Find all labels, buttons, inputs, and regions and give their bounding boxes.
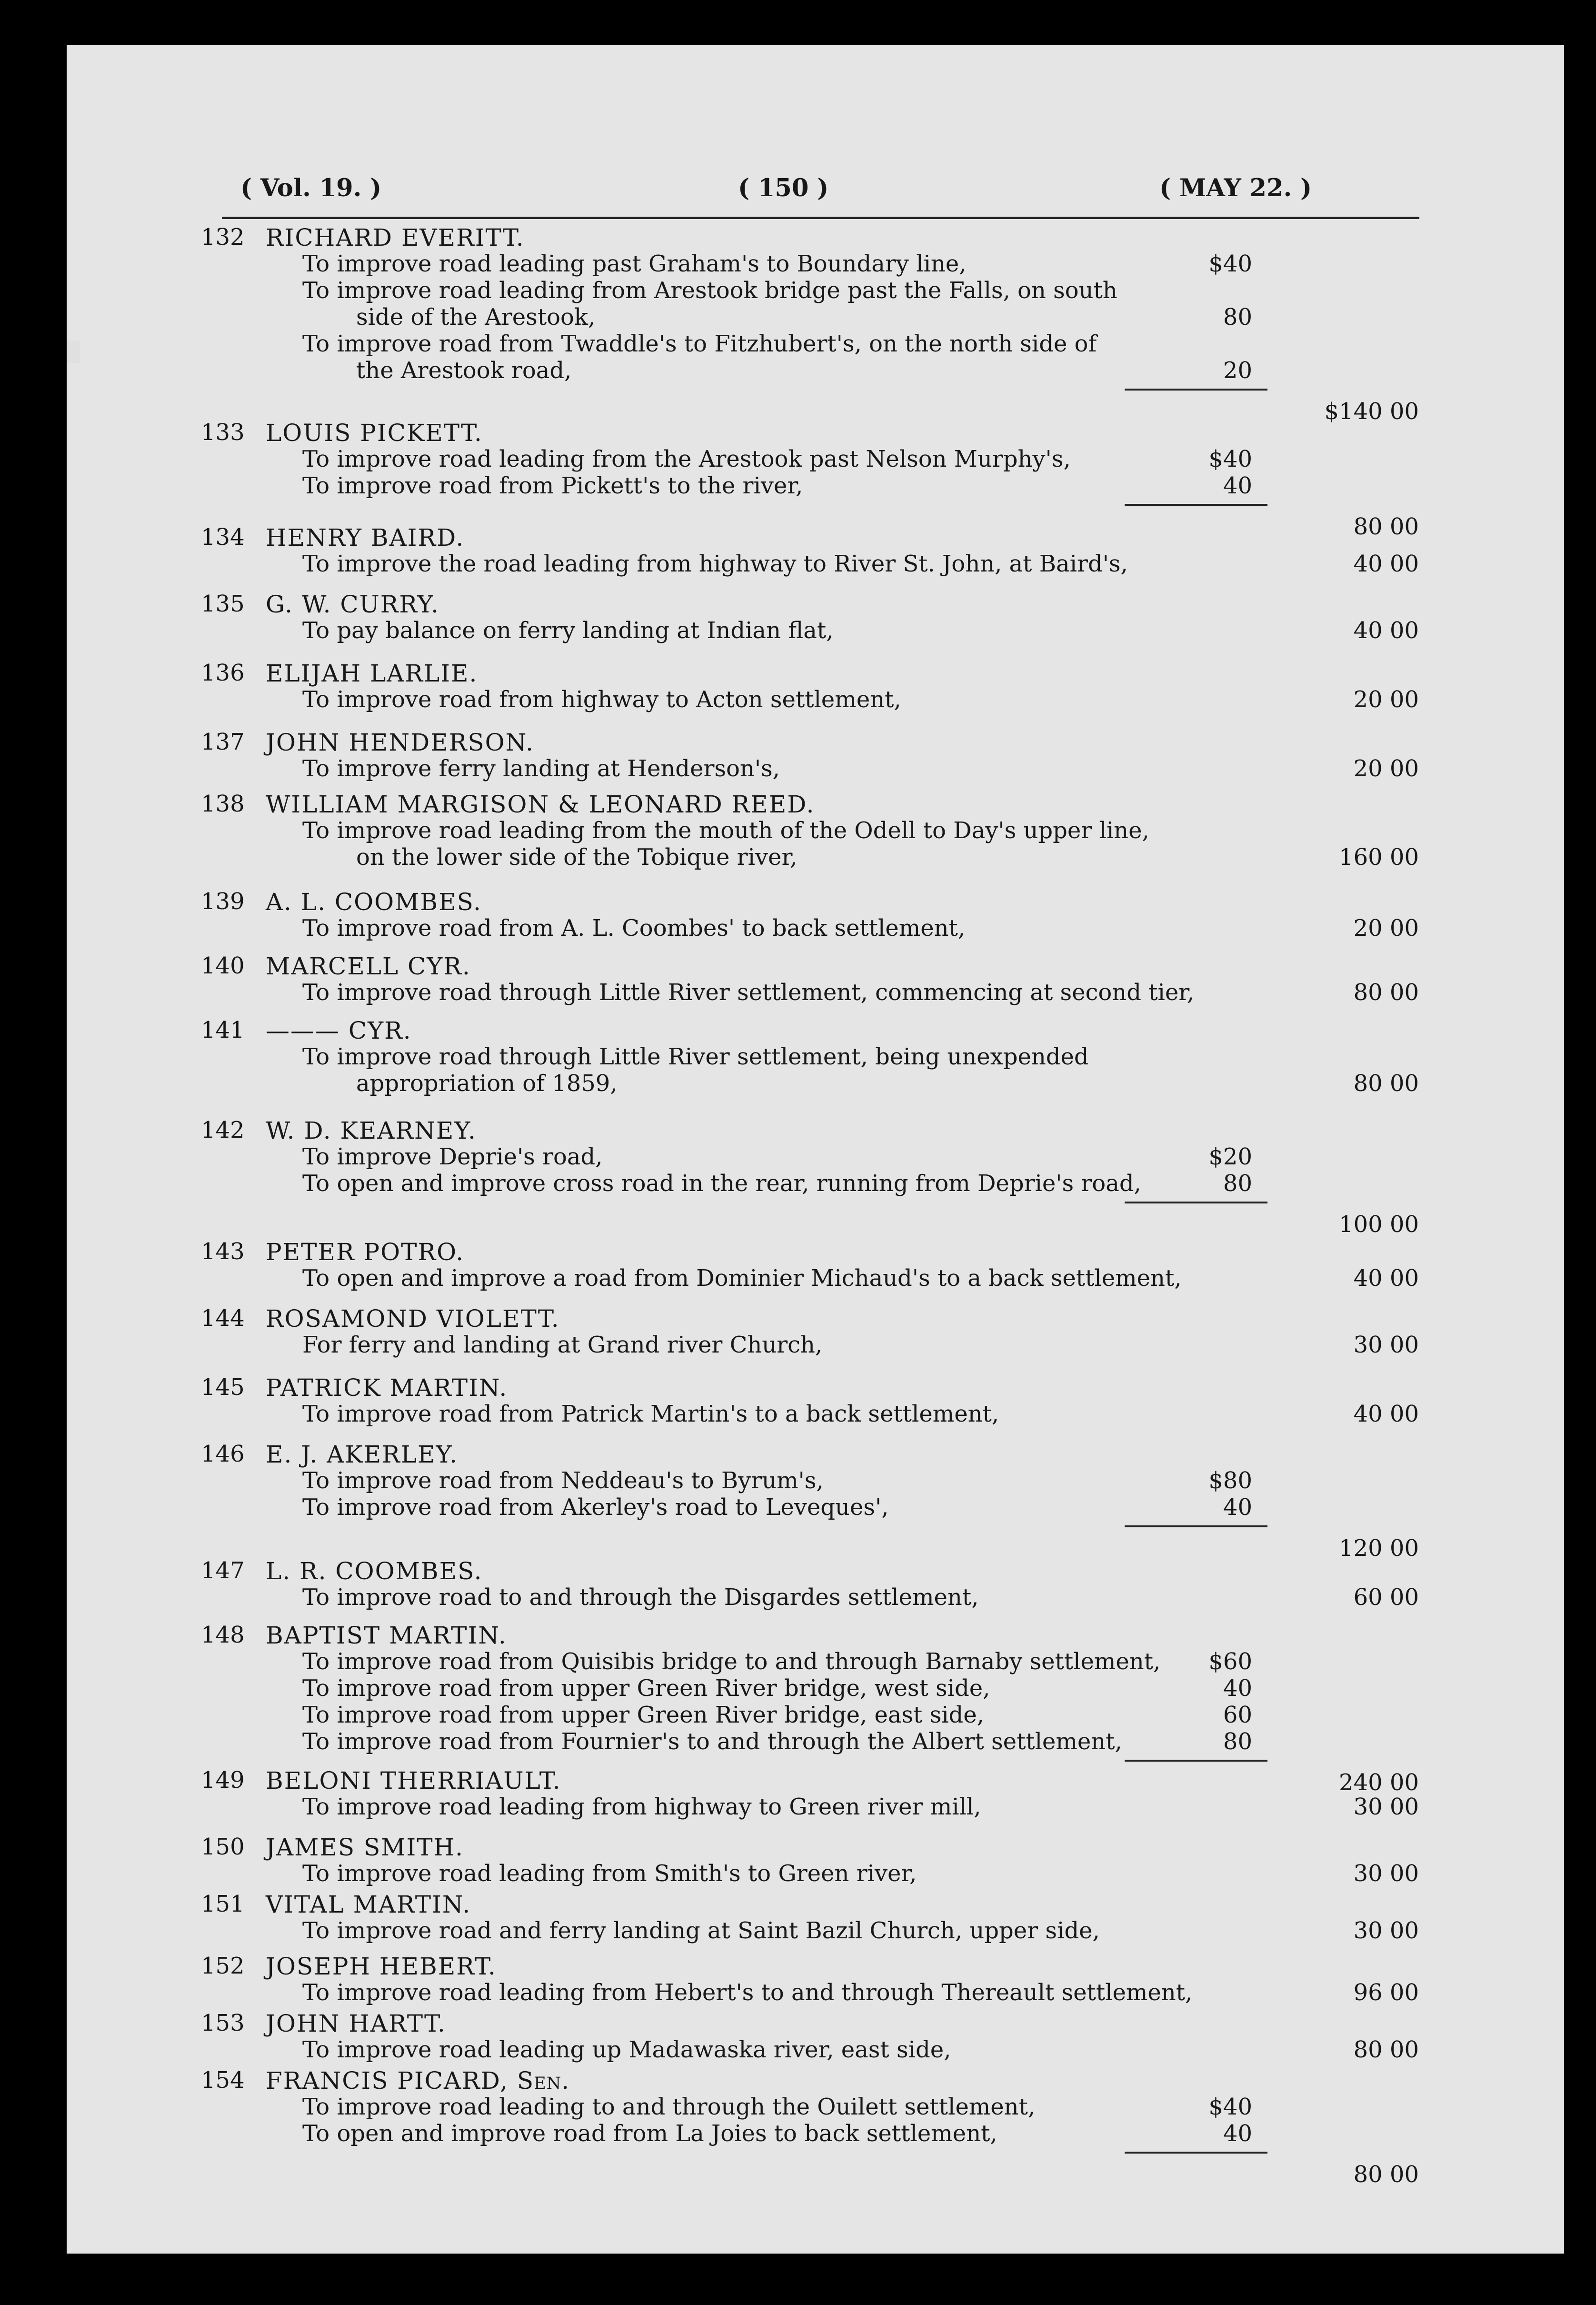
entry-header (67, 224, 1564, 251)
line-amount: $20 (1208, 1143, 1252, 1170)
page-header (67, 174, 1564, 212)
line-amount: 40 (1223, 1675, 1252, 1702)
ledger-entry (67, 1767, 1564, 1820)
entry-total: 30 00 (1353, 1917, 1419, 1944)
entry-header (67, 2010, 1564, 2036)
entry-header (67, 1834, 1564, 1860)
recipient-name: PETER POTRO. (266, 1238, 465, 1266)
line-description: To improve road to and through the Disgardes settlement, (302, 1584, 979, 1611)
line-description: To improve road from upper Green River bridge, west side, (302, 1675, 990, 1702)
appropriation-line (67, 331, 1564, 357)
line-description: To improve road leading past Graham's to Boundary line, (302, 251, 967, 277)
entry-number: 136 (201, 660, 245, 686)
entry-total: 80 00 (1353, 1070, 1419, 1097)
line-amount: 40 (1223, 2120, 1252, 2147)
line-amount: $80 (1208, 1467, 1252, 1494)
subtotal-rule (67, 1521, 1564, 1535)
line-amount: $40 (1208, 2094, 1252, 2120)
entry-number: 151 (201, 1891, 245, 1917)
line-description: To open and improve cross road in the rear, running from Deprie's road, (302, 1170, 1141, 1197)
entry-total: 96 00 (1353, 1979, 1419, 2006)
appropriation-line (67, 2094, 1564, 2120)
entry-number: 150 (201, 1834, 245, 1860)
line-description: To open and improve a road from Dominier Michaud's to a back settlement, (302, 1265, 1182, 1292)
ledger-entry (67, 1834, 1564, 1887)
entry-total: 40 00 (1353, 617, 1419, 644)
recipient-name: A. L. COOMBES. (266, 888, 482, 916)
recipient-name: PATRICK MARTIN. (266, 1374, 508, 1402)
line-amount: 40 (1223, 1494, 1252, 1521)
ledger-entry (67, 1441, 1564, 1562)
appropriation-line (67, 1675, 1564, 1702)
recipient-name: G. W. CURRY. (266, 591, 439, 618)
entry-header (67, 2067, 1564, 2094)
rule-line (1125, 2152, 1267, 2154)
entry-total: 20 00 (1353, 915, 1419, 942)
entry-total: 100 00 (1339, 1211, 1419, 1238)
entry-header (67, 1953, 1564, 1979)
subtotal-rule (67, 384, 1564, 398)
appropriation-line (67, 1170, 1564, 1197)
line-description: To open and improve road from La Joies to back settlement, (302, 2120, 998, 2147)
appropriation-line (67, 1043, 1564, 1070)
ledger-entry (67, 224, 1564, 425)
entry-header (67, 1557, 1564, 1584)
line-description: To improve road and ferry landing at Saint Bazil Church, upper side, (302, 1917, 1100, 1944)
recipient-name: BAPTIST MARTIN. (266, 1622, 507, 1649)
ledger-entry (67, 1117, 1564, 1238)
entry-total: 80 00 (1353, 2036, 1419, 2063)
entry-number: 154 (201, 2067, 245, 2094)
line-description: To improve road leading from Hebert's to and through Thereault settlement, (302, 1979, 1193, 2006)
line-description: To improve Deprie's road, (302, 1143, 603, 1170)
appropriation-line (67, 1728, 1564, 1755)
appropriation-line (67, 277, 1564, 304)
entry-total: 20 00 (1353, 686, 1419, 713)
line-description: To pay balance on ferry landing at Indian flat, (302, 617, 834, 644)
rule-line (1125, 1202, 1267, 1203)
entry-total: 20 00 (1353, 755, 1419, 782)
page-number: ( 150 ) (738, 174, 829, 202)
ledger-entry (67, 1891, 1564, 1944)
entry-number: 132 (201, 224, 245, 251)
line-description: To improve road from Neddeau's to Byrum's, (302, 1467, 824, 1494)
subtotal-rule (67, 2147, 1564, 2161)
entry-header (67, 952, 1564, 979)
ledger-entry (67, 1238, 1564, 1292)
entry-header (67, 1117, 1564, 1143)
entry-total: 60 00 (1353, 1584, 1419, 1611)
recipient-name: ELIJAH LARLIE. (266, 660, 478, 687)
ledger-entry (67, 2067, 1564, 2188)
appropriation-line (67, 1702, 1564, 1728)
line-amount: 80 (1223, 1728, 1252, 1755)
entry-header (67, 524, 1564, 551)
entry-number: 153 (201, 2010, 245, 2036)
entry-total: $140 00 (1324, 398, 1419, 425)
volume-label: ( Vol. 19. ) (240, 174, 382, 202)
line-amount: 80 (1223, 1170, 1252, 1197)
line-amount: 60 (1223, 1702, 1252, 1728)
line-description: To improve road from A. L. Coombes' to back settlement, (302, 915, 966, 942)
line-description: To improve road from Twaddle's to Fitzhubert's, on the north side of (302, 331, 1097, 357)
entry-total: 120 00 (1339, 1535, 1419, 1562)
entry-number: 142 (201, 1117, 245, 1143)
recipient-name: VITAL MARTIN. (266, 1891, 471, 1918)
appropriation-line (67, 472, 1564, 499)
entry-number: 141 (201, 1017, 245, 1043)
entry-number: 145 (201, 1374, 245, 1401)
recipient-name: RICHARD EVERITT. (266, 224, 525, 251)
line-description: To improve road from Patrick Martin's to a back settlement, (302, 1401, 999, 1427)
entry-header (67, 1238, 1564, 1265)
entry-number: 147 (201, 1557, 245, 1584)
ledger-entry (67, 1305, 1564, 1358)
line-description: To improve road leading from highway to Green river mill, (302, 1794, 981, 1820)
line-description: To improve road through Little River settlement, being unexpended (302, 1043, 1089, 1070)
entry-number: 138 (201, 791, 245, 817)
recipient-name: E. J. AKERLEY. (266, 1441, 459, 1468)
recipient-name: FRANCIS PICARD, Sen. (266, 2067, 570, 2095)
entry-total: 240 00 (1339, 1769, 1419, 1796)
entry-header (67, 888, 1564, 915)
appropriation-line (67, 357, 1564, 384)
entry-number: 144 (201, 1305, 245, 1332)
line-description: To improve road from Quisibis bridge to and through Barnaby settlement, (302, 1648, 1161, 1675)
document-page (67, 45, 1564, 2254)
subtotal-rule (67, 1197, 1564, 1211)
entry-total: 80 00 (1353, 979, 1419, 1006)
recipient-name: JAMES SMITH. (266, 1834, 464, 1861)
ledger-entry (67, 888, 1564, 942)
entry-number: 146 (201, 1441, 245, 1467)
entry-header (67, 791, 1564, 817)
recipient-name: HENRY BAIRD. (266, 524, 465, 551)
line-amount: 40 (1223, 472, 1252, 499)
line-description: To improve road from Pickett's to the river, (302, 472, 803, 499)
rule-line (1125, 1760, 1267, 1762)
ledger-entry (67, 591, 1564, 644)
line-amount: 20 (1223, 357, 1252, 384)
recipient-name: ——— CYR. (266, 1017, 412, 1044)
header-rule (222, 217, 1419, 219)
appropriation-line (67, 2120, 1564, 2147)
line-description: To improve road leading from the mouth of the Odell to Day's upper line, (302, 817, 1149, 844)
ledger-entry (67, 729, 1564, 782)
appropriation-line (67, 446, 1564, 472)
line-description: the Arestook road, (356, 357, 572, 384)
recipient-name: JOHN HENDERSON. (266, 729, 535, 756)
line-amount: 80 (1223, 304, 1252, 331)
entry-number: 152 (201, 1953, 245, 1979)
recipient-name: JOSEPH HEBERT. (266, 1953, 497, 1980)
entry-number: 139 (201, 888, 245, 915)
entry-number: 133 (201, 419, 245, 446)
appropriation-line (67, 1467, 1564, 1494)
line-description: on the lower side of the Tobique river, (356, 844, 798, 871)
entry-number: 149 (201, 1767, 245, 1794)
entry-number: 148 (201, 1622, 245, 1648)
line-description: For ferry and landing at Grand river Church, (302, 1332, 823, 1358)
ledger-entry (67, 524, 1564, 577)
appropriation-line (67, 1494, 1564, 1521)
entry-header (67, 1767, 1564, 1794)
appropriation-line (67, 1648, 1564, 1675)
entry-number: 143 (201, 1238, 245, 1265)
ledger-entry (67, 1557, 1564, 1611)
entry-header (67, 1622, 1564, 1648)
recipient-name: MARCELL CYR. (266, 952, 471, 980)
ledger-entry (67, 660, 1564, 713)
recipient-name: WILLIAM MARGISON & LEONARD REED. (266, 791, 815, 818)
subtotal-rule (67, 499, 1564, 513)
line-description: To improve road leading from the Arestook past Nelson Murphy's, (302, 446, 1071, 472)
line-description: side of the Arestook, (356, 304, 596, 331)
ledger-entry (67, 1953, 1564, 2006)
line-description: To improve road leading to and through the Ouilett settlement, (302, 2094, 1036, 2120)
entry-total: 40 00 (1353, 1265, 1419, 1292)
appropriation-line (67, 304, 1564, 331)
recipient-name: JOHN HARTT. (266, 2010, 446, 2037)
entry-header (67, 419, 1564, 446)
entry-number: 134 (201, 524, 245, 551)
line-description: To improve the road leading from highway to River St. John, at Baird's, (302, 551, 1128, 577)
entry-header (67, 1374, 1564, 1401)
ledger-entry (67, 1017, 1564, 1097)
line-description: To improve road from upper Green River bridge, east side, (302, 1702, 984, 1728)
line-amount: $40 (1208, 251, 1252, 277)
entry-number: 135 (201, 591, 245, 617)
line-description: To improve road from Fournier's to and through the Albert settlement, (302, 1728, 1122, 1755)
entry-header (67, 729, 1564, 755)
entry-total: 30 00 (1353, 1794, 1419, 1820)
ledger-entry (67, 2010, 1564, 2063)
line-description: appropriation of 1859, (356, 1070, 618, 1097)
ledger-entry (67, 791, 1564, 871)
entry-header (67, 1305, 1564, 1332)
entry-total: 80 00 (1353, 2161, 1419, 2188)
recipient-name: L. R. COOMBES. (266, 1557, 483, 1585)
entry-total: 80 00 (1353, 513, 1419, 540)
recipient-name: W. D. KEARNEY. (266, 1117, 477, 1144)
entry-header (67, 660, 1564, 686)
appropriation-line (67, 817, 1564, 844)
entry-header (67, 1441, 1564, 1467)
entry-header (67, 1891, 1564, 1917)
entry-number: 137 (201, 729, 245, 755)
recipient-name: ROSAMOND VIOLETT. (266, 1305, 560, 1333)
line-description: To improve road through Little River settlement, commencing at second tier, (302, 979, 1195, 1006)
line-amount: $40 (1208, 446, 1252, 472)
line-description: To improve road from highway to Acton settlement, (302, 686, 901, 713)
entry-total: 40 00 (1353, 1401, 1419, 1427)
ledger-entry (67, 1374, 1564, 1427)
line-description: To improve road from Akerley's road to Leveques', (302, 1494, 889, 1521)
appropriation-line (67, 1143, 1564, 1170)
entry-total: 40 00 (1353, 551, 1419, 577)
rule-line (1125, 389, 1267, 391)
entry-total: 30 00 (1353, 1332, 1419, 1358)
line-description: To improve road leading from Smith's to Green river, (302, 1860, 917, 1887)
recipient-name: BELONI THERRIAULT. (266, 1767, 561, 1794)
line-description: To improve road leading from Arestook bridge past the Falls, on south (302, 277, 1117, 304)
name-suffix: Sen. (517, 2067, 570, 2095)
recipient-name: LOUIS PICKETT. (266, 419, 483, 447)
rule-line (1125, 1525, 1267, 1527)
line-amount: $60 (1208, 1648, 1252, 1675)
line-description: To improve road leading up Madawaska river, east side, (302, 2036, 951, 2063)
date-label: ( MAY 22. ) (1159, 174, 1312, 202)
entry-total: 160 00 (1339, 844, 1419, 871)
entry-number: 140 (201, 952, 245, 979)
appropriation-line (67, 251, 1564, 277)
entry-header (67, 591, 1564, 617)
rule-line (1125, 504, 1267, 506)
ledger-entry (67, 952, 1564, 1006)
line-description: To improve ferry landing at Henderson's, (302, 755, 780, 782)
entry-header (67, 1017, 1564, 1043)
entry-total: 30 00 (1353, 1860, 1419, 1887)
